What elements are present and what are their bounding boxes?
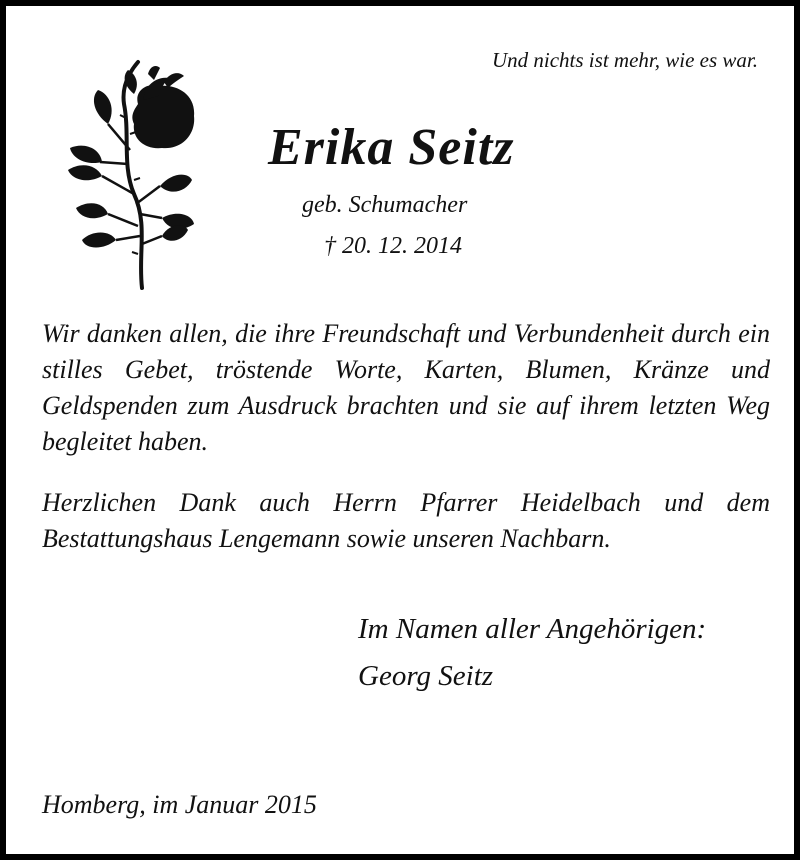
deceased-name: Erika Seitz <box>268 119 515 176</box>
rose-icon <box>64 54 204 290</box>
thanks-paragraph-pastor: Herzlichen Dank auch Herrn Pfarrer Heidelbach und dem Bestattungshaus Lengemann sowie unseren Nachbarn. <box>42 488 770 553</box>
signature-name: Georg Seitz <box>358 660 494 692</box>
motto-text: Und nichts ist mehr, wie es war. <box>491 48 758 72</box>
thanks-paragraph: Wir danken allen, die ihre Freundschaft und Verbundenheit durch ein stilles Gebet, tröstende Worte, Karten, Blumen, Kränze und Geldspenden zum Ausdruck brachten und sie auf ihrem letzten Weg begleitet haben. <box>42 319 770 456</box>
birth-name: geb. Schumacher <box>302 192 468 218</box>
place-date: Homberg, im Januar 2015 <box>42 790 317 819</box>
signature-intro: Im Namen aller Angehörigen: <box>358 613 707 645</box>
death-date: † 20. 12. 2014 <box>324 233 462 259</box>
